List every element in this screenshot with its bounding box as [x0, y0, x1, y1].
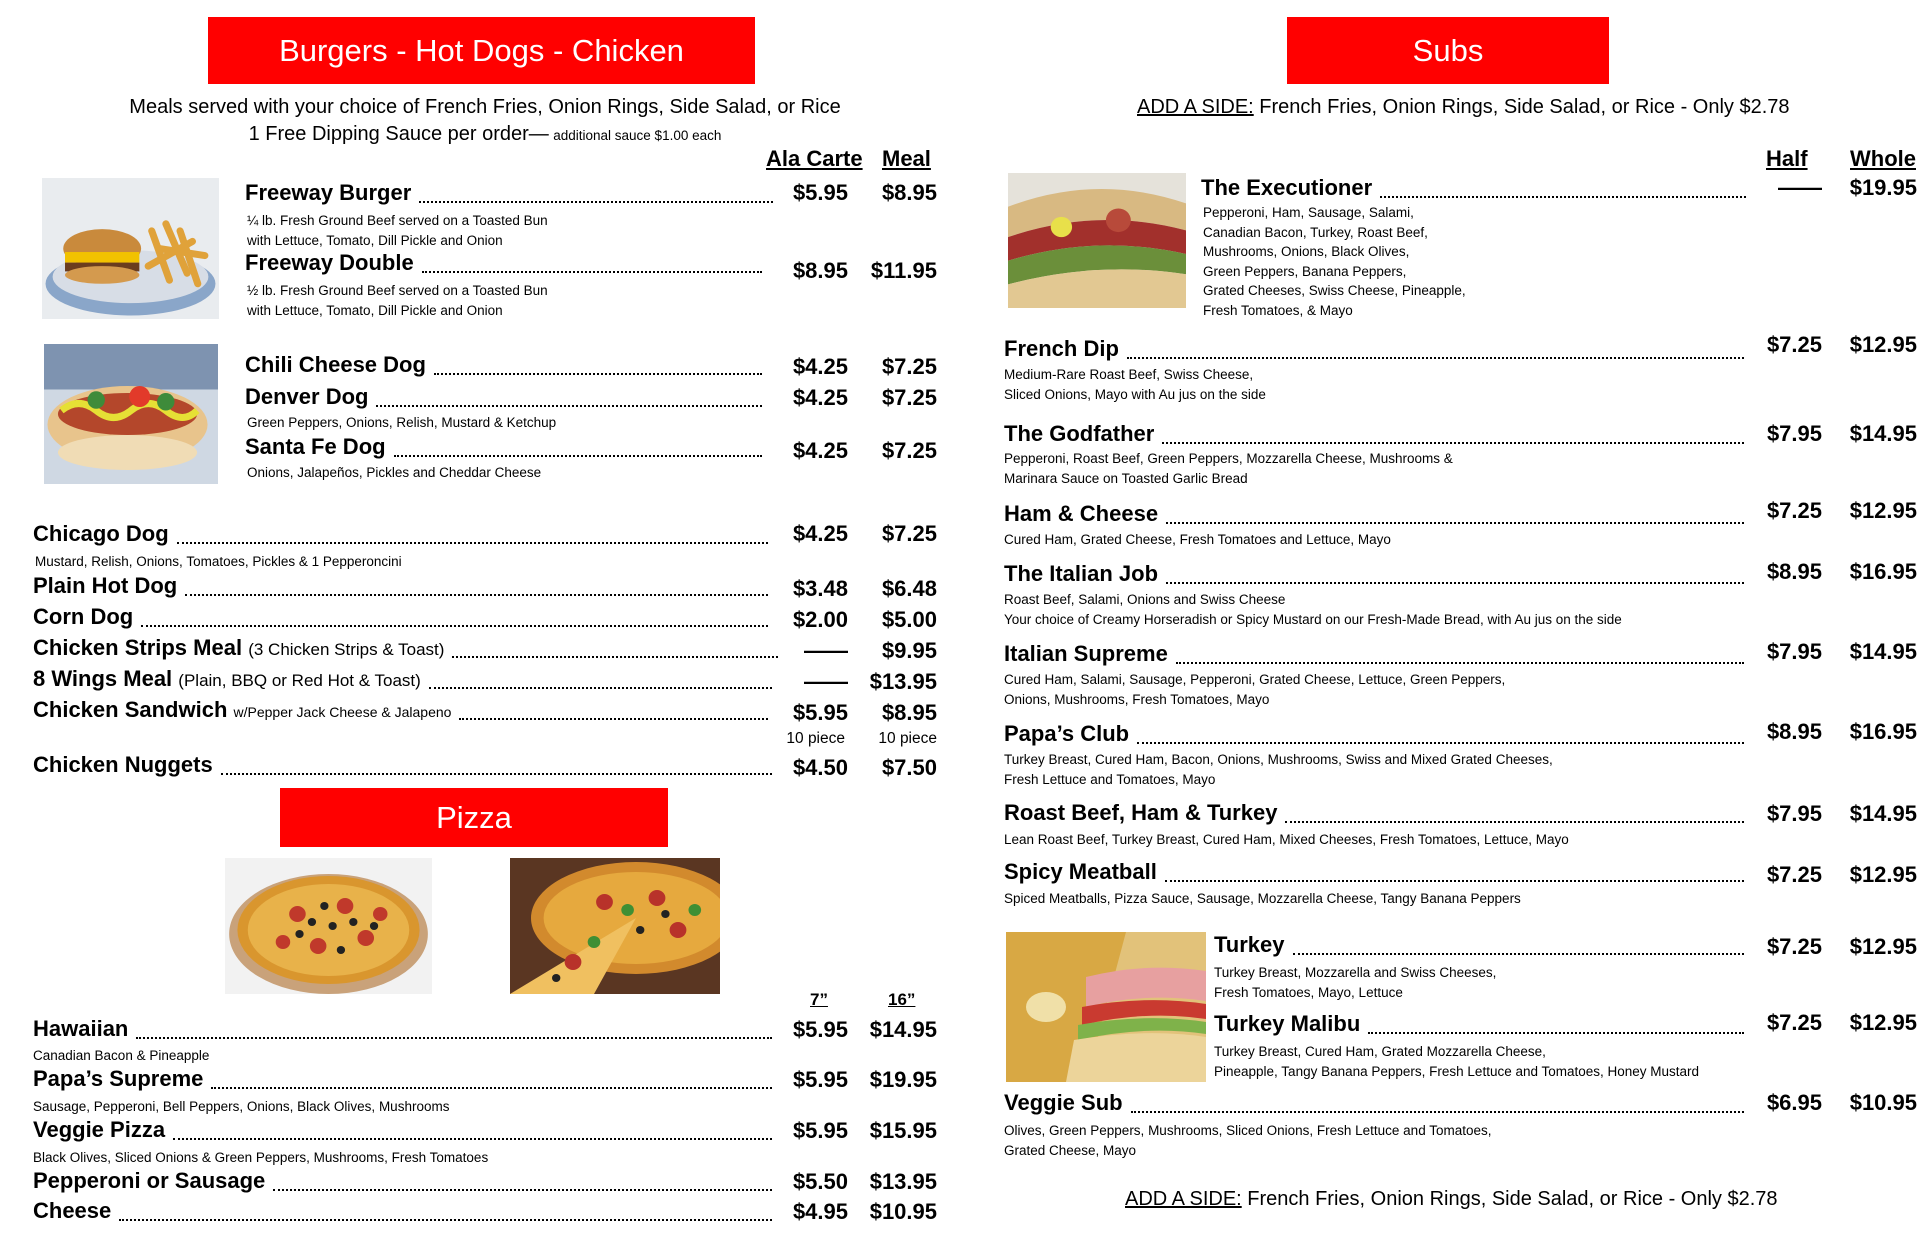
pizza-description: Sausage, Pepperoni, Bell Peppers, Onions, Black Olives, Mushrooms: [33, 1099, 450, 1114]
sauce-note-main: 1 Free Dipping Sauce per order—: [248, 123, 549, 145]
desc-line: Canadian Bacon, Turkey, Roast Beef,: [1203, 224, 1428, 240]
item-name: Turkey: [1214, 932, 1285, 957]
price-ala-carte: ——: [804, 669, 848, 694]
pizza-description: Canadian Bacon & Pineapple: [33, 1048, 210, 1063]
item-description: [247, 211, 548, 250]
sub-description: [1004, 590, 1622, 629]
hot-dog-photo: [44, 344, 218, 484]
item-name: 8 Wings Meal: [33, 666, 173, 691]
desc-line: with Lettuce, Tomato, Dill Pickle and Onion: [247, 232, 503, 248]
menu-item-name: [33, 637, 444, 659]
leader-dots: [1176, 662, 1744, 664]
item-description: [35, 552, 402, 572]
leader-dots: [1162, 442, 1744, 444]
sub-name: [1004, 723, 1129, 745]
item-name: Chicken Nuggets: [33, 752, 213, 777]
leader-dots: [1293, 953, 1744, 955]
item-name: Corn Dog: [33, 604, 134, 629]
desc-line: Fresh Tomatoes, & Mayo: [1203, 302, 1353, 318]
price-meal: $6.48: [881, 576, 937, 601]
leader-dots: [452, 656, 778, 658]
price-meal: $11.95: [870, 258, 937, 283]
price-ala-carte: $4.25: [792, 521, 848, 546]
desc-line: Cured Ham, Grated Cheese, Fresh Tomatoes and Lettuce, Mayo: [1004, 532, 1391, 547]
sub-description: [1004, 750, 1553, 789]
desc-line: Spiced Meatballs, Pizza Sauce, Sausage, Mozzarella Cheese, Tangy Banana Peppers: [1004, 891, 1521, 906]
desc-line: Pineapple, Tangy Banana Peppers, Fresh Lettuce and Tomatoes, Honey Mustard: [1214, 1063, 1700, 1079]
price-whole: $12.95: [1849, 862, 1917, 887]
col-header-meal: Meal: [882, 146, 931, 171]
sub-name: [1201, 177, 1372, 199]
price-meal: $8.95: [881, 700, 937, 725]
price-half: $7.25: [1766, 862, 1822, 887]
item-name: Veggie Pizza: [33, 1117, 166, 1142]
price-meal: $7.25: [881, 385, 937, 410]
pizza-description: Black Olives, Sliced Onions & Green Peppers, Mushrooms, Fresh Tomatoes: [33, 1150, 489, 1165]
burgers-banner: Burgers - Hot Dogs - Chicken: [208, 17, 755, 84]
sub-description: [1004, 449, 1453, 488]
price-half: $7.25: [1766, 498, 1822, 523]
leader-dots: [1131, 1111, 1744, 1113]
leader-dots: [141, 625, 768, 627]
price-meal: $7.25: [881, 354, 937, 379]
item-name: Pepperoni or Sausage: [33, 1168, 266, 1193]
sub-description: [1203, 203, 1466, 320]
item-name: Turkey Malibu: [1214, 1011, 1361, 1036]
price-meal: $5.00: [881, 607, 937, 632]
price-meal: $7.25: [881, 521, 937, 546]
price-whole: $14.95: [1849, 639, 1917, 664]
pizza-name: [33, 1068, 203, 1090]
price-whole: $12.95: [1849, 1010, 1917, 1035]
menu-item-name: [33, 668, 421, 690]
price-whole: $12.95: [1849, 332, 1917, 357]
desc-line: ½ lb. Fresh Ground Beef served on a Toasted Bun: [247, 283, 548, 298]
price-7-inch: $5.95: [792, 1067, 848, 1092]
price-ala-carte: $4.50: [792, 755, 848, 780]
price-16-inch: $13.95: [869, 1169, 937, 1194]
price-16-inch: $10.95: [869, 1199, 937, 1224]
desc-line: Roast Beef, Salami, Onions and Swiss Cheese: [1004, 592, 1286, 607]
price-meal: $7.25: [881, 438, 937, 463]
sub-description: [1004, 670, 1505, 709]
desc-line: Cured Ham, Salami, Sausage, Pepperoni, Grated Cheese, Lettuce, Green Peppers,: [1004, 672, 1506, 687]
price-half: $6.95: [1766, 1090, 1822, 1115]
col-header-half: Half: [1766, 146, 1808, 171]
price-ala-carte: $4.25: [792, 354, 848, 379]
desc-line: Onions, Mushrooms, Fresh Tomatoes, Mayo: [1004, 691, 1270, 707]
sub-description: [1004, 1121, 1491, 1160]
desc-line: Mushrooms, Onions, Black Olives,: [1203, 244, 1410, 259]
sub-description: [1214, 1042, 1699, 1081]
price-16-inch: $15.95: [869, 1118, 937, 1143]
desc-line: Grated Cheeses, Swiss Cheese, Pineapple,: [1203, 283, 1466, 298]
menu-item-name: [33, 754, 213, 776]
meals-intro: Meals served with your choice of French Fries, Onion Rings, Side Salad, or Rice: [129, 96, 841, 118]
leader-dots: [459, 718, 768, 720]
leader-dots: [1137, 742, 1744, 744]
leader-dots: [394, 455, 762, 457]
leader-dots: [1166, 582, 1744, 584]
price-half: $7.95: [1766, 639, 1822, 664]
subs-banner: Subs: [1287, 17, 1609, 84]
item-note: (3 Chicken Strips & Toast): [248, 640, 445, 659]
price-half: $8.95: [1766, 719, 1822, 744]
desc-line: Medium-Rare Roast Beef, Swiss Cheese,: [1004, 367, 1254, 382]
leader-dots: [1285, 821, 1744, 823]
pizza-banner: Pizza: [280, 788, 668, 847]
desc-line: Lean Roast Beef, Turkey Breast, Cured Ham, Mixed Cheeses, Fresh Tomatoes, Lettuce, Mayo: [1004, 832, 1569, 847]
price-meal: $13.95: [869, 669, 937, 694]
price-ala-carte: $3.48: [792, 576, 848, 601]
item-name: Roast Beef, Ham & Turkey: [1004, 800, 1278, 825]
sauce-note: [249, 124, 722, 144]
price-half: $7.95: [1766, 421, 1822, 446]
leader-dots: [1368, 1032, 1744, 1034]
sub-sandwich-photo: [1008, 173, 1186, 308]
sub-name: [1214, 934, 1285, 956]
desc-line: Fresh Lettuce and Tomatoes, Mayo: [1004, 771, 1216, 787]
sub-description: [1004, 365, 1266, 404]
desc-line: Your choice of Creamy Horseradish or Spicy Mustard on our Fresh-Made Bread, with Au jus on the side: [1004, 611, 1622, 627]
add-a-side-label: ADD A SIDE:: [1125, 1188, 1242, 1210]
price-ala-carte: $8.95: [792, 258, 848, 283]
item-description: [247, 281, 548, 320]
price-16-inch: $14.95: [869, 1017, 937, 1042]
item-name: The Executioner: [1201, 175, 1373, 200]
price-ala-carte: $2.00: [792, 607, 848, 632]
sub-name: [1004, 423, 1154, 445]
price-7-inch: $5.50: [792, 1169, 848, 1194]
price-meal: $8.95: [881, 180, 937, 205]
item-name: Cheese: [33, 1198, 112, 1223]
leader-dots: [185, 594, 768, 596]
desc-line: Green Peppers, Onions, Relish, Mustard & Ketchup: [247, 415, 557, 430]
menu-item-name: [245, 354, 426, 376]
add-a-side-top: [1137, 97, 1790, 117]
leader-dots: [422, 271, 762, 273]
sauce-note-extra: additional sauce $1.00 each: [553, 128, 722, 143]
add-a-side-text: French Fries, Onion Rings, Side Salad, or Rice - Only $2.78: [1259, 96, 1790, 118]
price-half: $8.95: [1766, 559, 1822, 584]
desc-line: Grated Cheese, Mayo: [1004, 1142, 1137, 1158]
desc-line: Turkey Breast, Mozzarella and Swiss Cheeses,: [1214, 965, 1497, 980]
leader-dots: [173, 1138, 772, 1140]
item-name: Veggie Sub: [1004, 1090, 1123, 1115]
price-ala-carte: $4.25: [792, 438, 848, 463]
menu-item-name: [245, 182, 411, 204]
leader-dots: [376, 405, 762, 407]
desc-line: Mustard, Relish, Onions, Tomatoes, Pickles & 1 Pepperoncini: [35, 554, 402, 569]
leader-dots: [221, 773, 772, 775]
sub-name: [1004, 802, 1277, 824]
leader-dots: [1166, 522, 1744, 524]
price-half: $7.25: [1766, 934, 1822, 959]
leader-dots: [1127, 357, 1744, 359]
col-header-7-inch: 7”: [810, 990, 828, 1009]
item-name: Denver Dog: [245, 384, 369, 409]
burger-fries-photo: [42, 178, 219, 319]
portion-label: 10 piece: [786, 730, 845, 747]
menu-item-name: [33, 523, 169, 545]
leader-dots: [419, 201, 773, 203]
desc-line: Onions, Jalapeños, Pickles and Cheddar Cheese: [247, 465, 542, 480]
menu-item-name: [33, 575, 177, 597]
price-half: $7.95: [1766, 801, 1822, 826]
leader-dots: [177, 542, 768, 544]
desc-line: Marinara Sauce on Toasted Garlic Bread: [1004, 470, 1248, 486]
leader-dots: [1380, 196, 1746, 198]
sub-name: [1004, 503, 1158, 525]
price-ala-carte: ——: [804, 638, 848, 663]
price-ala-carte: $5.95: [792, 700, 848, 725]
price-whole: $12.95: [1849, 498, 1917, 523]
pizza-name: [33, 1170, 265, 1192]
sub-name: [1004, 861, 1157, 883]
price-whole: $14.95: [1849, 801, 1917, 826]
leader-dots: [273, 1189, 772, 1191]
item-name: Italian Supreme: [1004, 641, 1168, 666]
menu-item-name: [245, 386, 368, 408]
price-whole: $16.95: [1849, 719, 1917, 744]
pizza-name: [33, 1200, 111, 1222]
price-7-inch: $5.95: [792, 1017, 848, 1042]
desc-line: Turkey Breast, Cured Ham, Bacon, Onions, Mushrooms, Swiss and Mixed Grated Cheeses,: [1004, 752, 1553, 767]
price-ala-carte: $5.95: [792, 180, 848, 205]
item-name: French Dip: [1004, 336, 1119, 361]
item-name: The Italian Job: [1004, 561, 1159, 586]
item-name: Papa’s Supreme: [33, 1066, 204, 1091]
add-a-side-text: French Fries, Onion Rings, Side Salad, or Rice - Only $2.78: [1247, 1188, 1778, 1210]
price-whole: $14.95: [1849, 421, 1917, 446]
pizza-whole-photo: [225, 858, 432, 994]
leader-dots: [211, 1087, 772, 1089]
leader-dots: [136, 1037, 772, 1039]
menu-item-name: [245, 436, 386, 458]
col-header-ala-carte: Ala Carte: [766, 146, 863, 171]
pizza-name: [33, 1119, 165, 1141]
sub-name: [1004, 338, 1119, 360]
desc-line: Turkey Breast, Cured Ham, Grated Mozzarella Cheese,: [1214, 1044, 1546, 1059]
col-header-16-inch: 16”: [888, 990, 916, 1009]
sub-description: [1004, 830, 1569, 850]
col-header-whole: Whole: [1850, 146, 1916, 171]
price-whole: $19.95: [1849, 175, 1917, 200]
desc-line: Sliced Onions, Mayo with Au jus on the side: [1004, 386, 1266, 402]
menu-item-name: [33, 606, 133, 628]
item-name: Freeway Double: [245, 250, 414, 275]
sub-name: [1004, 1092, 1123, 1114]
sub-description: [1214, 963, 1496, 1002]
item-name: Chili Cheese Dog: [245, 352, 426, 377]
item-note: (Plain, BBQ or Red Hot & Toast): [178, 671, 421, 690]
sub-name: [1214, 1013, 1360, 1035]
add-a-side-bottom: [1125, 1189, 1778, 1209]
turkey-sandwich-photo: [1006, 932, 1206, 1082]
price-half: $7.25: [1766, 332, 1822, 357]
item-name: Chicken Strips Meal: [33, 635, 243, 660]
price-meal: $9.95: [881, 638, 937, 663]
leader-dots: [119, 1219, 772, 1221]
desc-line: with Lettuce, Tomato, Dill Pickle and Onion: [247, 302, 503, 318]
price-7-inch: $4.95: [792, 1199, 848, 1224]
desc-line: Olives, Green Peppers, Mushrooms, Sliced Onions, Fresh Lettuce and Tomatoes,: [1004, 1123, 1492, 1138]
price-half: ——: [1778, 175, 1822, 200]
sub-name: [1004, 563, 1158, 585]
item-name: Freeway Burger: [245, 180, 412, 205]
item-description: [247, 463, 541, 483]
sub-description: [1004, 530, 1391, 550]
price-half: $7.25: [1766, 1010, 1822, 1035]
sub-description: [1004, 889, 1521, 909]
desc-line: ¼ lb. Fresh Ground Beef served on a Toasted Bun: [247, 213, 548, 228]
price-whole: $16.95: [1849, 559, 1917, 584]
desc-line: Pepperoni, Ham, Sausage, Salami,: [1203, 205, 1414, 220]
sub-name: [1004, 643, 1168, 665]
item-description: [247, 413, 556, 433]
price-16-inch: $19.95: [869, 1067, 937, 1092]
pizza-slice-photo: [510, 858, 720, 994]
desc-line: Pepperoni, Roast Beef, Green Peppers, Mozzarella Cheese, Mushrooms &: [1004, 451, 1453, 466]
item-name: Ham & Cheese: [1004, 501, 1159, 526]
menu-item-name: [33, 699, 451, 721]
leader-dots: [434, 373, 762, 375]
item-name: Santa Fe Dog: [245, 434, 386, 459]
item-note: w/Pepper Jack Cheese & Jalapeno: [233, 704, 452, 720]
price-meal: $7.50: [881, 755, 937, 780]
desc-line: Fresh Tomatoes, Mayo, Lettuce: [1214, 984, 1403, 1000]
item-name: Chicago Dog: [33, 521, 169, 546]
item-name: Plain Hot Dog: [33, 573, 178, 598]
leader-dots: [1165, 880, 1744, 882]
price-whole: $12.95: [1849, 934, 1917, 959]
item-name: Chicken Sandwich: [33, 697, 228, 722]
portion-label: 10 piece: [878, 730, 937, 747]
price-whole: $10.95: [1849, 1090, 1917, 1115]
price-ala-carte: $4.25: [792, 385, 848, 410]
item-name: Spicy Meatball: [1004, 859, 1157, 884]
add-a-side-label: ADD A SIDE:: [1137, 96, 1254, 118]
leader-dots: [429, 687, 772, 689]
item-name: The Godfather: [1004, 421, 1155, 446]
item-name: Papa’s Club: [1004, 721, 1130, 746]
price-7-inch: $5.95: [792, 1118, 848, 1143]
menu-item-name: [245, 252, 414, 274]
item-name: Hawaiian: [33, 1016, 129, 1041]
desc-line: Green Peppers, Banana Peppers,: [1203, 263, 1407, 279]
pizza-name: [33, 1018, 128, 1040]
